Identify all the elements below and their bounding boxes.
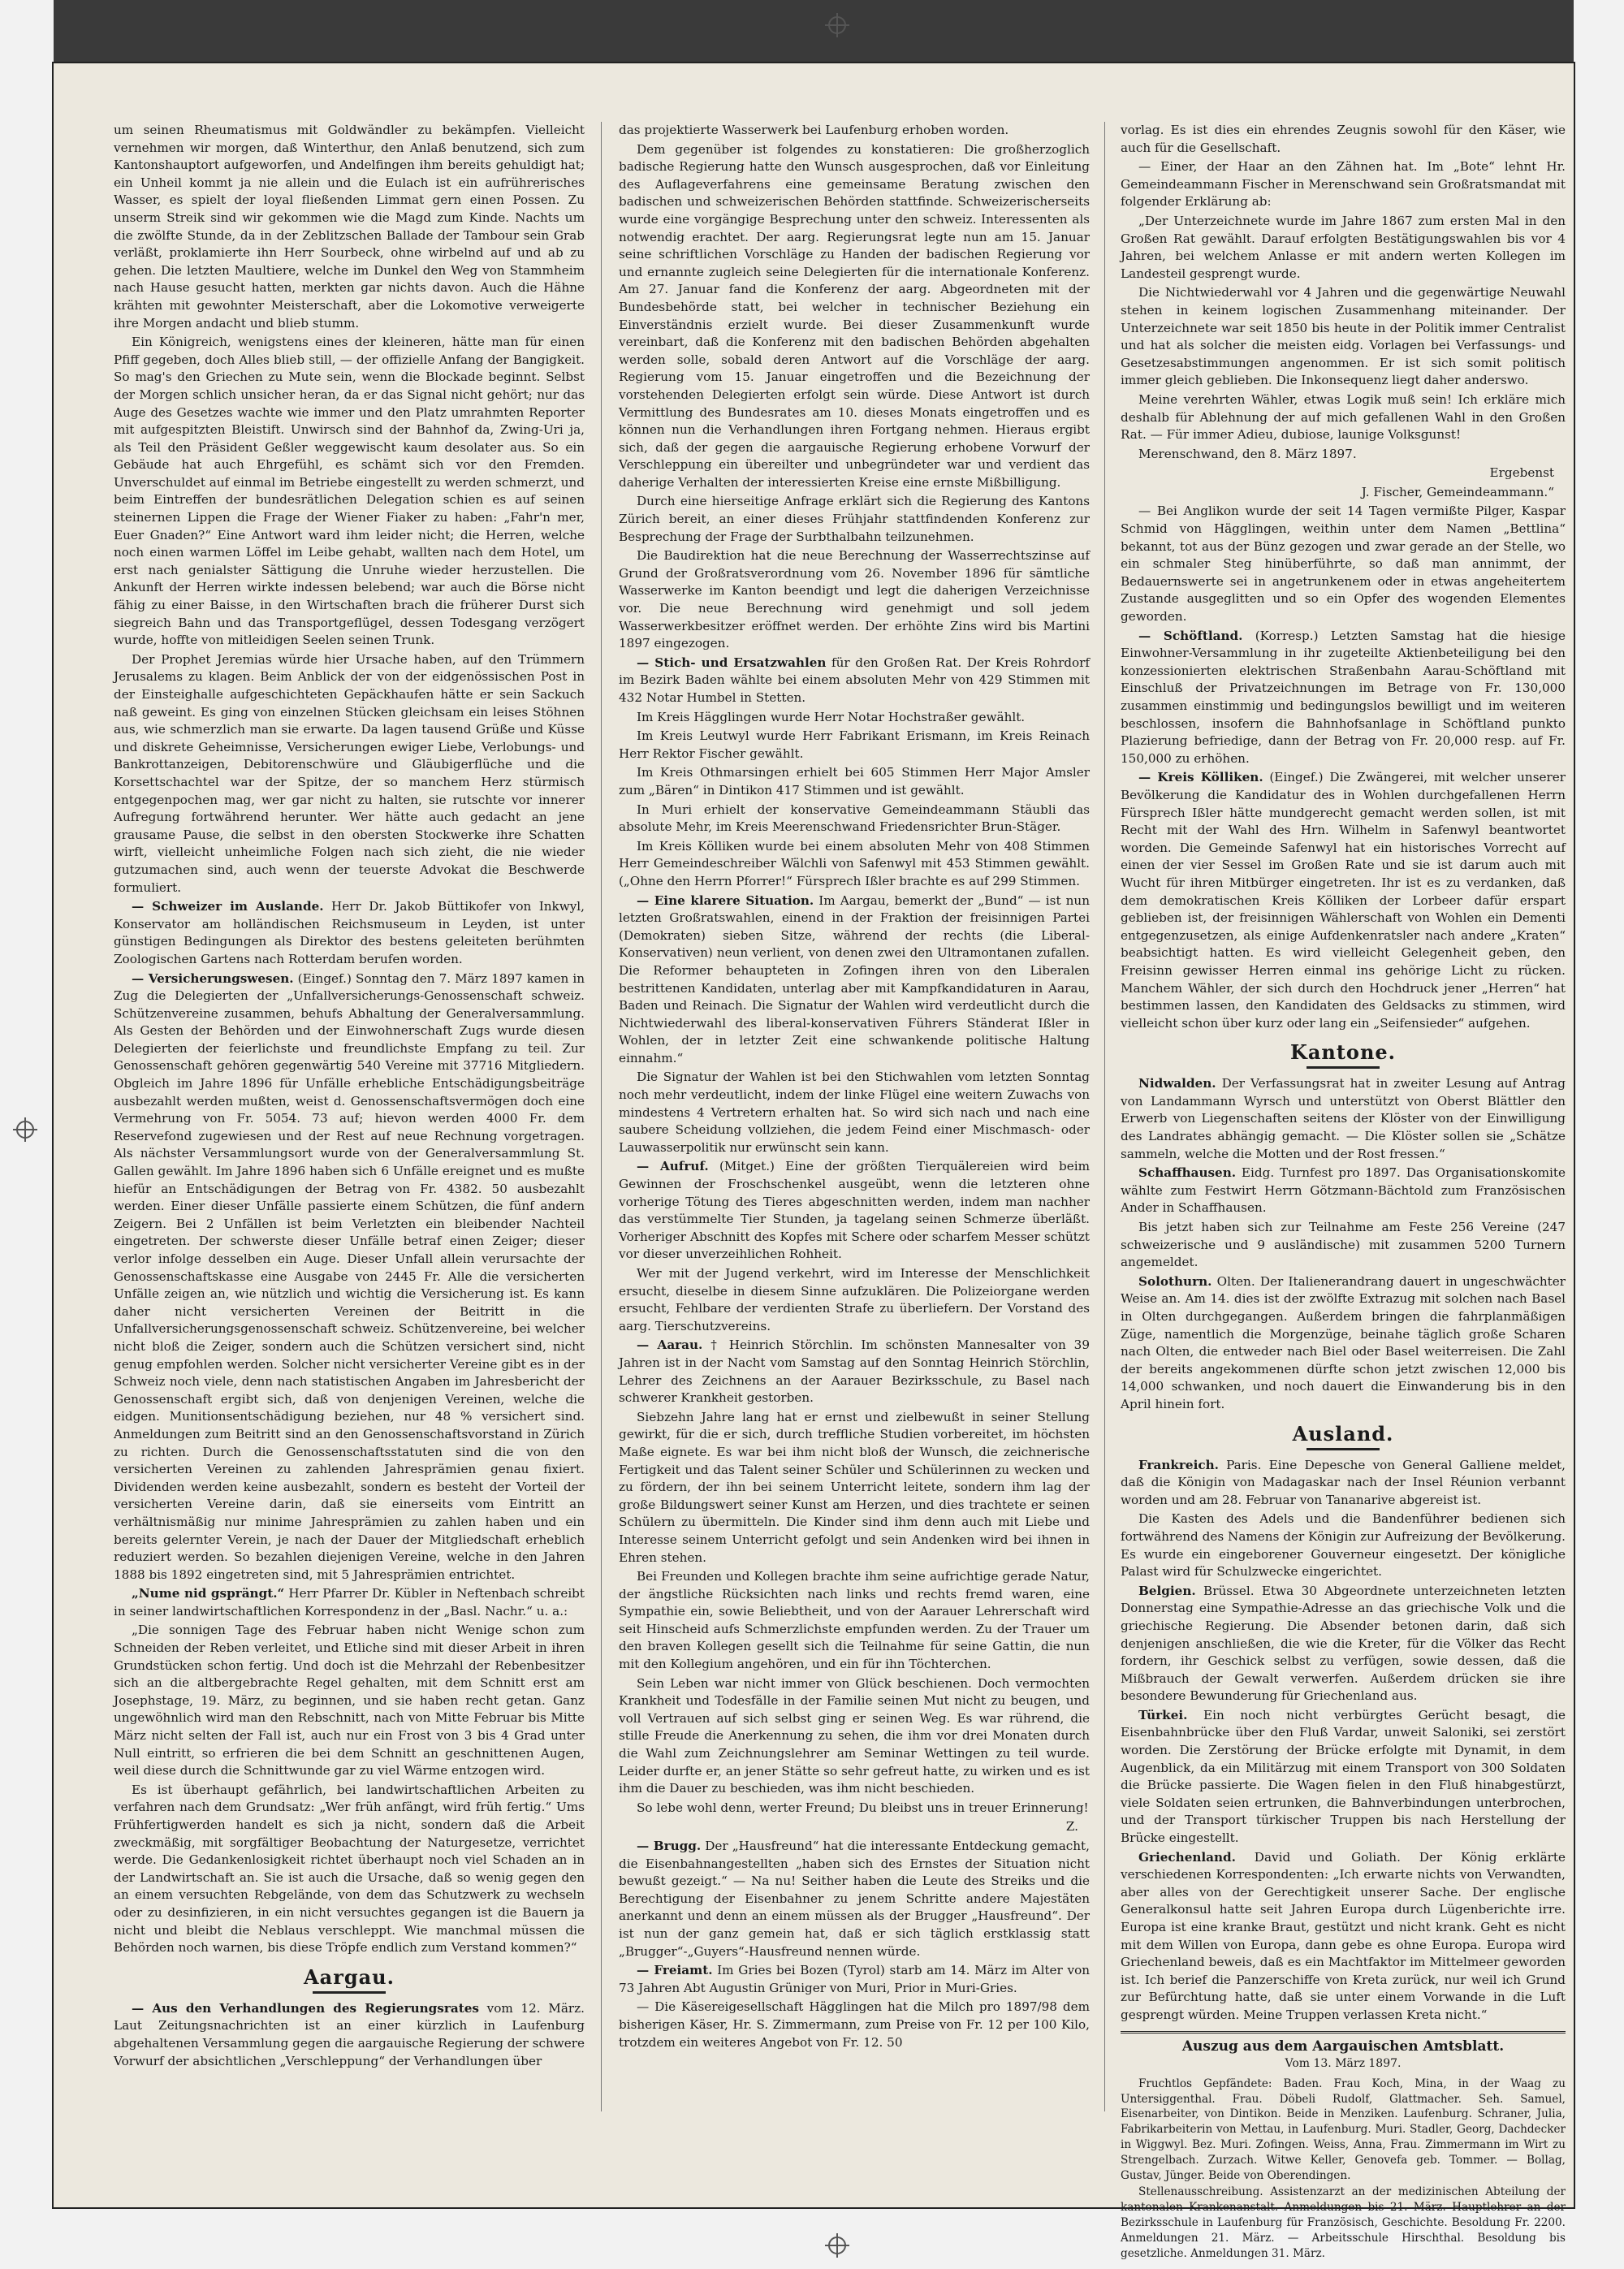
news-item bbox=[619, 1337, 1090, 1407]
news-item bbox=[1121, 628, 1566, 768]
news-item bbox=[114, 898, 585, 968]
news-item-heading: — Schöftland. bbox=[1138, 628, 1243, 643]
news-item-heading: Schaffhausen. bbox=[1138, 1165, 1237, 1181]
news-item-heading: — Kreis Kölliken. bbox=[1138, 770, 1263, 785]
column-rule-1 bbox=[601, 122, 602, 2111]
news-item-text: Brüssel. Etwa 30 Abgeordnete unterzeichneten letzten Donnerstag eine Sympathie-Adresse an das griechische Volk und die griechische Regierung. Die Absender betonen darin, daß sich denjenigen anschließen, die wie die Kreter, für die Völker das Recht fordern, ihr Geschick selbst zu verfügen, sowie dessen, daß die Mißbrauch der Gewalt verwerfen. Außerdem drücken sie ihre besondere Bewunderung für Griechenland aus. bbox=[1121, 1583, 1566, 1704]
news-item bbox=[619, 1962, 1090, 1997]
news-item-heading: — Freiamt. bbox=[637, 1963, 713, 1978]
news-item-heading: — Aarau. bbox=[637, 1338, 703, 1353]
news-item bbox=[619, 655, 1090, 707]
paragraph: „Die sonnigen Tage des Februar haben nicht Wenige schon zum Schneiden der Reben verleitet, und Etliche sind mit dieser Arbeit in ihren Grundstücken schon fertig. Und doch ist die Mehrzahl der Rebenbesitzer sich an die altbergebrachte Regel gehalten, mit dem Schnitt erst am Josephstage, 19. März, zu beginnen, und sie haben recht getan. Ganz ungewöhnlich wird man den Rebschnitt, nach von Mitte Februar bis Mitte März nicht selten der Fall ist, auch nur ein Frost von 3 bis 4 Grad unter Null eintritt, so erfrieren die bei dem Schnitt an geschnittenen Augen, weil diese durch die Schnittwunde gar zu viel Wärme entzogen wird. bbox=[114, 1623, 585, 1778]
news-item-heading: Belgien. bbox=[1138, 1583, 1196, 1598]
section-heading-underline bbox=[1307, 1448, 1380, 1450]
paragraph: „Der Unterzeichnete wurde im Jahre 1867 zum ersten Mal in den Großen Rat gewählt. Darauf erfolgten Bestätigungswahlen bis vor 4 Jahren, bei welchem Anlasse er mit andern werten Kollegen im Landesteil gesprengt wurde. bbox=[1121, 213, 1566, 281]
signature-name: J. Fischer, Gemeindeammann.“ bbox=[1361, 484, 1554, 499]
scan-margin-right bbox=[1574, 0, 1624, 2269]
news-item-heading: Frankreich. bbox=[1138, 1457, 1219, 1472]
news-item-text: vom 12. März. Laut Zeitungsnachrichten ist an einer kürzlich in Laufenburg abgehaltenen Versammlung gegen die aargauische Regierung der schwere Vorwurf der absichtlichen „Verschleppung“ der Verhandlungen über bbox=[114, 2000, 585, 2068]
news-item bbox=[619, 1838, 1090, 1960]
section-heading-aargau: Aargau. bbox=[304, 1964, 395, 1989]
news-item bbox=[1121, 1707, 1566, 1848]
registration-mark-left bbox=[16, 1121, 34, 1139]
paragraph: Dem gegenüber ist folgendes zu konstatieren: Die großherzoglich badische Regierung hatte den Wunsch ausgesprochen, daß vor Einleitung des Auflageverfahrens eine gemeinsame Beratung zwischen den badischen und schweizerischen Behörden stattfinde. Schweizerischerseits wurde eine vorgängige Besprechung unter den schweiz. Interessenten als notwendig erachtet. Der aarg. Regierungsrat legte nun am 15. Januar seine schriftlichen Vorschläge zu Handen der badischen Regierung vor und ernannte zugleich seine Delegierten für die internationale Konferenz. Am 27. Januar fand die Konferenz der aarg. Abgeordneten mit der Bundesbehörde statt, bei welcher in technischer Beziehung ein Einverständnis erzielt wurde. Bei dieser Zusammenkunft wurde vereinbart, daß die Konferenz mit den badischen Behörden abgehalten werden solle, sobald deren Antwort auf die Vorschläge der aarg. Regierung vom 15. Januar eingetroffen und die Bezeichnung der vorstehenden Delegierten erfolgt sein würde. Diese Antwort ist durch Vermittlung des Bundesrates am 10. dieses Monats eingetroffen und es können nun die Verhandlungen ihren Fortgang nehmen. Hieraus ergibt sich, daß der gegen die aargauische Regierung erhobene Vorwurf der Verschleppung ein übereilter und unbegründeter war und verdient das daherige Verhalten der interessierten Kreise eine ernste Mißbilligung. bbox=[619, 141, 1090, 490]
news-item-heading: Türkei. bbox=[1138, 1707, 1188, 1722]
news-item-text: Im Gries bei Bozen (Tyrol) starb am 14. März im Alter von 73 Jahren Abt Augustin Grüniger von Muri, Prior in Muri-Gries. bbox=[619, 1963, 1090, 1995]
news-item-heading: — Aus den Verhandlungen des Regierungsrates bbox=[132, 2000, 479, 2016]
news-item-text: (Eingef.) Sonntag den 7. März 1897 kamen in Zug die Delegierten der „Unfallversicherungs-Genossenschaft schweiz. Schützenvereine zusammen, behufs Abhaltung der Generalversammlung. Als Gesten der Behörden und der Einwohnerschaft Zugs wurde diesen Delegierten der feierlichste und freundlichste Empfang zu teil. Zur Genossenschaft gehören gegenwärtig 540 Vereine mit 37716 Mitgliedern. Obgleich im Jahre 1896 für Unfälle erhebliche Entschädigungsbeiträge ausbezahlt werden mußten, weist d. Genossenschaftsvermögen doch eine Vermehrung von Fr. 5054. 73 auf; hievon werden 4000 Fr. dem Reservefond zugewiesen und der Rest auf neue Rechnung vorgetragen. Als nächster Versammlungsort wurde von der Generalversammlung St. Gallen gewählt. Im Jahre 1896 haben sich 6 Unfälle ereignet und es mußte hiefür an Entschädigungen der Betrag von Fr. 4382. 50 ausbezahlt werden. Einer dieser Unfälle passierte einem Schützen, die fünf andern Zeigern. Bei 2 Unfällen ist beim Verletzten ein bleibender Nachteil eingetreten. Der schwerste dieser Unfälle betraf einen Zeiger; dieser verlor infolge desselben ein Auge. Dieser Unfall allein verursachte der Genossenschaftskasse eine Ausgabe von 2445 Fr. Alle die versicherten Unfälle zeigen an, wie nützlich und wichtig die Versicherung ist. Es kann daher nicht versicherten Vereinen der Beitritt in die Unfallversicherungsgenossenschaft schweiz. Schützenvereine, bei welcher nicht bloß die Zeiger, sondern auch die Schützen versichert sind, nicht genug empfohlen werden. Solcher nicht versicherter Vereine gibt es in der Schweiz noch viele, denn nach statistischen Angaben im Jahresbericht der Genossenschaft ergibt sich, daß von denjenigen Vereinen, welche die eidgen. Munitionsentschädigung beziehen, nur 48 % versichert sind. Anmeldungen zum Beitritt sind an den Genossenschaftsvorstand in Zürich zu richten. Durch die Genossenschaftsstatuten sind die von den versicherten Vereinen zu zahlenden Jahresprämien genau fixiert. Dividenden werden keine ausbezahlt, sondern es besteht der Vorteil der versicherten Vereine darin, daß sie einerseits vom Eintritt an verhältnismäßig nur minime Jahresprämien zu zahlen haben und ein bereits gelernter Verein, je nach der Dauer der Mitgliedschaft erheblich reduziert werden. So bezahlen diejenigen Vereine, welche in den Jahren 1888 bis 1892 eingetreten sind, mit 5 Jahresprämien entrichtet. bbox=[114, 970, 585, 1582]
registration-mark-bottom bbox=[828, 2237, 846, 2254]
news-item-text: Herr Dr. Jakob Büttikofer von Inkwyl, Konservator am holländischen Reichsmuseum in Leyden, ist unter günstigen Bedingungen als Direktor des bestens geleiteten berühmten Zoologischen Gartens nach Rotterdam berufen worden. bbox=[114, 899, 585, 966]
amtsblatt-entry: Fruchtlos Gepfändete: Baden. Frau Koch, Mina, in der Waag zu Untersiggenthal. Frau. Döbeli Rudolf, Glattmacher. Seh. Samuel, Eisenarbeiter, von Dintikon. Beide in Menziken. Laufenburg. Schraner, Julia, Fabrikarbeiterin von Mettau, in Laufenburg. Muri. Stadler, Georg, Dachdecker in Wiggwyl. Bez. Muri. Zofingen. Weiss, Anna, Frau. Zimmermann im Wirt zu Strengelbach. Zurzach. Witwe Keller, Genovefa geb. Tommer. — Bollag, Gustav, Jünger. Beide von Oberendingen. bbox=[1121, 2077, 1566, 2182]
news-item-text: David und Goliath. Der König erklärte verschiedenen Korrespondenten: „Ich erwarte nichts von Verwandten, aber alles von der Gerechtigkeit unserer Sache. Der englische Generalkonsul hatte seit Jahren Europa durch Lügenberichte irre. Europa ist eine kranke Braut, gestützt und nicht krank. Geht es nicht mit dem Willen von Europa, dann gebe es ohne Europa. Europa wird Griechenland beweis, daß es ein Machtfaktor im Mittelmeer geworden ist. Ich berief die Panzerschiffe von Kreta zurück, nur weil ich Grund zur Befürchtung hatte, daß sie unter einem Vorwande in die Luft gesprengt würden. Meine Truppen verlassen Kreta nicht.“ bbox=[1121, 1849, 1566, 2022]
news-item-text: Eidg. Turnfest pro 1897. Das Organisationskomite wählte zum Festwirt Herrn Götzmann-Bächtold zum Französischen Ander in Schaffhausen. bbox=[1121, 1165, 1566, 1216]
paragraph: Sein Leben war nicht immer von Glück beschienen. Doch vermochten Krankheit und Todesfälle in der Familie seinen Mut nicht zu beugen, und voll Vertrauen auf sich selbst ging er seinen Weg. Es war rührend, die stille Freude die Anerkennung zu sehen, die ihm vor drei Monaten durch die Wahl zum Zeichnungslehrer am Seminar Wettingen zu teil wurde. Leider durfte er, an jener Stätte so sehr gefreut hatte, zu wirken und es ist ihm die Dauer zu beschieden, was ihm nicht beschieden. bbox=[619, 1675, 1090, 1796]
paragraph: Siebzehn Jahre lang hat er ernst und zielbewußt in seiner Stellung gewirkt, für die er sich, durch treffliche Studien vorbereitet, im höchsten Maße eignete. Es war bei ihm nicht bloß der Wunsch, die zeichnerische Fertigkeit und das Talent seiner Schüler und Schülerinnen zu wecken und zu fördern, der ihn bei seinem Unterricht leitete, sondern ihm lag der große Bildungswert seiner Kunst am Herzen, und dies trachtete er seinen Schülern zu übermitteln. Die Kinder sind ihm denn auch mit Liebe und Interesse seinem Unterricht gefolgt und sein Andenken wird bei ihnen in Ehren stehen. bbox=[619, 1409, 1090, 1565]
paragraph: Es ist überhaupt gefährlich, bei landwirtschaftlichen Arbeiten zu verfahren nach dem Grundsatz: „Wer früh anfängt, wird früh fertig.“ Ums Frühfertigwerden handelt es sich ja nicht, sondern daß die Arbeit zweckmäßig, mit sorgfältiger Beobachtung der Naturgesetze, verrichtet werde. Die Gedankenlosigkeit richtet überhaupt noch viel Schaden an in der Landwirtschaft an. Sie ist auch die Ursache, daß so wenig gegen den an einem versuchten Rebgelände, von dem das Schutzwerk zu wechseln oder zu desinfizieren, in ein nicht versuchtes gegangen ist die Bauern ja nicht und bleibt die Neblaus verschleppt. Wie manchmal müssen die Behörden noch warnen, bis diese Tröpfe endlich zum Verstand kommen?“ bbox=[114, 1782, 585, 1956]
paragraph: Im Kreis Kölliken wurde bei einem absoluten Mehr von 408 Stimmen Herr Gemeindeschreiber Wälchli von Safenwyl mit 453 Stimmen gewählt. („Ohne den Herrn Pforrer!“ Fürsprech Ißler brachte es auf 299 Stimmen. bbox=[619, 838, 1090, 888]
paragraph: Im Kreis Othmarsingen erhielt bei 605 Stimmen Herr Major Amsler zum „Bären“ in Dintikon 417 Stimmen und ist gewählt. bbox=[619, 765, 1090, 797]
section-heading-kantone: Kantone. bbox=[1289, 1040, 1397, 1065]
paragraph: — Einer, der Haar an den Zähnen hat. Im „Bote“ lehnt Hr. Gemeindeammann Fischer in Merenschwand sein Großratsmandat mit folgender Erklärung ab: bbox=[1121, 159, 1566, 210]
paragraph: — Bei Anglikon wurde der seit 14 Tagen vermißte Pilger, Kaspar Schmid von Hägglingen, weithin unter dem Namen „Bettlina“ bekannt, tot aus der Bünz gezogen und zwar gerade an der Stelle, wo ein schmaler Steg hinüberführte, so daß man annimmt, der Bedauernswerte sei in angetrunkenem oder in etwas angeheitertem Zustande ausgeglitten und so ein Opfer des wogenden Elementes geworden. bbox=[1121, 504, 1566, 625]
registration-mark-top bbox=[828, 16, 846, 34]
news-item-text: Olten. Der Italienerandrang dauert in ungeschwächter Weise an. Am 14. dies ist der zwölfte Extrazug mit solchen nach Basel in Olten durchgegangen. Außerdem bringen die fahrplanmäßigen Züge, namentlich die Morgenzüge, beinahe täglich große Scharen nach Olten, die entweder nach Biel oder Basel weiterreisen. Die Zahl der bereits angekommenen dürfte schon jetzt zwischen 12,000 bis 14,000 schwanken, und noch dauert die Einwanderung bis in den April hinein fort. bbox=[1121, 1273, 1566, 1411]
section-heading-underline bbox=[313, 1991, 386, 1994]
news-item bbox=[1121, 1165, 1566, 1217]
news-item-text: Herr Pfarrer Dr. Kübler in Neftenbach schreibt in seiner landwirtschaftlichen Korrespondenz in der „Basl. Nachr.“ u. a.: bbox=[114, 1586, 585, 1619]
news-item-text: † Heinrich Störchlin. Im schönsten Mannesalter von 39 Jahren ist in der Nacht vom Samstag auf den Sonntag Heinrich Störchlin, Lehrer des Zeichnens an der Aarauer Bezirksschule, zu Basel nach schwerer Krankheit gestorben. bbox=[619, 1338, 1090, 1406]
paragraph: So lebe wohl denn, werter Freund; Du bleibst uns in treuer Erinnerung! bbox=[637, 1800, 1089, 1815]
paragraph: das projektierte Wasserwerk bei Laufenburg erhoben worden. bbox=[619, 123, 1009, 137]
news-item-heading: Nidwalden. bbox=[1138, 1076, 1216, 1091]
news-item-heading: — Brugg. bbox=[637, 1839, 702, 1853]
section-heading-ausland: Ausland. bbox=[1292, 1421, 1394, 1446]
news-item-text: Ein noch nicht verbürgtes Gerücht besagt, die Eisenbahnbrücke über den Fluß Vardar, unweit Saloniki, sei zerstört worden. Die Zerstörung der Brücke erfolgte mit Dynamit, in dem Augenblick, da ein Militärzug mit einem Transport von 300 Soldaten die Brücke passierte. Die Wagen fielen in den Fluß hinabgestürzt, viele Soldaten seien ertrunken, die Bahnverbindungen unterbrochen, und der Transport türkischer Truppen bis nach Herstellung der Brücke eingestellt. bbox=[1121, 1707, 1566, 1846]
news-item bbox=[1121, 1075, 1566, 1163]
news-item-text: für den Großen Rat. Der Kreis Rohrdorf im Bezirk Baden wählte bei einem absoluten Mehr von 429 Stimmen mit 432 Notar Humbel in Stetten. bbox=[619, 655, 1090, 705]
news-item-text: (Korresp.) Letzten Samstag hat die hiesige Einwohner-Versammlung in ihr zugeteilte Aktienbeteiligung bei den konzessionierten elektrischen Straßenbahn Aarau-Schöftland mit Einschluß der Privatzeichnungen im Betrage von Fr. 130,000 zusammen einstimmig und bedingungslos bewilligt und im weiteren beschlossen, insofern die Bahnhofsanlage in Schöftland punkto Plazierung befriedige, dann der Betrag von Fr. 20,000 resp. auf Fr. 150,000 zu erhöhen. bbox=[1121, 628, 1566, 766]
news-item-heading: Solothurn. bbox=[1138, 1273, 1212, 1289]
signature-greeting: Ergebenst bbox=[1489, 465, 1554, 481]
paragraph: Bis jetzt haben sich zur Teilnahme am Feste 256 Vereine (247 schweizerische und 9 ausländische) mit zusammen 5200 Turnern angemeldet. bbox=[1121, 1220, 1566, 1270]
paragraph: Meine verehrten Wähler, etwas Logik muß sein! Ich erkläre mich deshalb für Ablehnung der auf mich gefallenen Wahl in den Großen Rat. — Für immer Adieu, dubiose, launige Volksgunst! bbox=[1121, 391, 1566, 443]
news-item bbox=[114, 1585, 585, 1620]
news-item bbox=[1121, 1583, 1566, 1705]
signature: Z. bbox=[1065, 1819, 1078, 1835]
paragraph: um seinen Rheumatismus mit Goldwändler zu bekämpfen. Vielleicht vernehmen wir morgen, daß Winterthur, den Anlaß benutzend, sich zum Kantonshauptort aufgeworfen, und Andelfingen ihm bereits gehuldigt hat; ein Unheil kommt ja nie allein und die Eulach ist ein aufrührerisches Wasser, es spielt der loyal fließenden Limmat gern einen Possen. Zu unserm Streik sind wir gekommen wie die Magd zum Kinde. Nachts um die zwölfte Stunde, da in der Zeblitzschen Ballade der Tambour sein Grab verläßt, proklamierte ihn Herr Sourbeck, ohne wirbelnd auf und ab zu gehen. Die letzten Maultiere, welche im Dunkel den Weg von Stammheim nach Hause gesucht hatten, merkten gar nichts davon. Auch die Hähne krähten mit gewohnter Meisterschaft, aber die Lokomotive verweigerte ihre Morgen andacht und blieb stumm. bbox=[114, 123, 585, 331]
news-item-heading: Griechenland. bbox=[1138, 1849, 1236, 1865]
news-item bbox=[1121, 1273, 1566, 1414]
news-item-text: (Eingef.) Die Zwängerei, mit welcher unserer Bevölkerung die Kandidatur des in Wohlen durchgefallenen Herrn Fürsprech Ißler hätte mundgerecht gemacht werden sollen, ist mit Recht mit der Wahl des Hrn. Wilhelm in Safenwyl beantwortet worden. Die Gemeinde Safenwyl hat ein historisches Vorrecht auf einen der vier Sessel im Großen Rate und sie ist darum auch mit Wucht für ihren Mitbürger eingetreten. Ihr ist es zu verdanken, daß dem demokratischen Kreis Kölliken der Lorbeer dafür erspart geblieben ist, der freisinnigen Wählerschaft von Wohlen ein Dementi entgegenzusetzen, als einige Aufdenkenratsler nach andere „Kraten“ beabsichtigt hatten. Es wird vielleicht Gelegenheit geben, den Freisinn gewisser Herren einmal ins gehörige Licht zu rücken. Manchem Wähler, der sich durch den Hochdruck jener „Herren“ hat bestimmen lassen, den Kandidaten des Geldsacks zu stimmen, wird vielleicht schon über kurz oder lang ein „Seifensieder“ aufgehen. bbox=[1121, 770, 1566, 1031]
news-item bbox=[619, 892, 1090, 1068]
amtsblatt-heading: Auszug aus dem Aargauischen Amtsblatt. bbox=[1121, 2031, 1566, 2056]
paragraph: Die Nichtwiederwahl vor 4 Jahren und die gegenwärtige Neuwahl stehen in keinem logischen Zusammenhang miteinander. Der Unterzeichnete war seit 1850 bis heute in der Politik immer Centralist und hat als solcher die meisten eidg. Vorlagen bei Verfassungs- und Gesetzesabstimmungen angenommen. Er ist sich somit politisch immer gleich geblieben. Die Inkonsequenz liegt daher anderswo. bbox=[1121, 285, 1566, 388]
news-item-text: (Mitget.) Eine der größten Tierquälereien wird beim Gewinnen der Froschschenkel ausgeübt, wenn die letzteren ohne vorherige Tötung des Tieres abgeschnitten werden, indem man nachher das verstümmelte Tier Stunden, ja tagelang seinen Schmerze überläßt. Vorheriger Abschnitt des Kopfes mit Schere oder scharfem Messer schützt vor dieser unverzeihlichen Rohheit. bbox=[619, 1159, 1090, 1262]
column-rule-2 bbox=[1104, 122, 1105, 2111]
paragraph: Im Kreis Leutwyl wurde Herr Fabrikant Erismann, im Kreis Reinach Herr Rektor Fischer gewählt. bbox=[619, 728, 1090, 761]
news-item-heading: — Schweizer im Auslande. bbox=[132, 899, 324, 914]
paragraph: Bei Freunden und Kollegen brachte ihm seine aufrichtige gerade Natur, der ängstliche Rücksichten nach links und rechts fremd waren, eine Sympathie ein, sowie Beliebtheit, und von der Aarauer Lehrerschaft wird seit Hinscheid aufs Schmerzlichste empfunden werden. Zu der Trauer um den braven Kollegen gesellt sich die Teilnahme für seine Gattin, die nun mit den Kollegium angehören, und ein für ihn Töchterchen. bbox=[619, 1569, 1090, 1672]
news-item-text: Der „Hausfreund“ hat die interessante Entdeckung gemacht, die Eisenbahnangestellten „haben sich des Ernstes der Situation nicht bewußt gezeigt.“ — Na nu! Seither haben die Leute des Streiks und die Berechtigung der Eisenbahner zu jenem Schritte andere Majestäten anerkannt und denn an einem müssen als der Brugger „Hausfreund“. Der ist nun der ganz gemein hat, daß er sich täglich erstklassig statt „Brugger“-„Guyers“-Hausfreund nennen würde. bbox=[619, 1839, 1090, 1959]
news-item bbox=[114, 2000, 585, 2070]
paragraph: Die Kasten des Adels und die Bandenführer bedienen sich fortwährend des Namens der Königin zur Aufreizung der Bevölkerung. Es wurde ein eingeborener Gouverneur eingesetzt. Der königliche Palast wird für Schulzwecke eingerichtet. bbox=[1121, 1511, 1566, 1580]
news-item-heading: — Stich- und Ersatzwahlen bbox=[637, 655, 827, 670]
section-heading-underline bbox=[1307, 1066, 1380, 1069]
news-item bbox=[619, 1158, 1090, 1264]
news-item-text: Der Verfassungsrat hat in zweiter Lesung auf Antrag von Landammann Wyrsch und unterstützt von Oberst Blättler den Erwerb von Liegenschaften seitens der Klöster von der Einwilligung des Landrates abhängig gemacht. — Die Klöster sollen sie „Schätze sammeln, welche die Motten und der Rost fressen.“ bbox=[1121, 1076, 1566, 1161]
column-2 bbox=[619, 122, 1090, 2111]
column-1 bbox=[114, 122, 585, 2111]
news-item bbox=[114, 970, 585, 1584]
paragraph: Ein Königreich, wenigstens eines der kleineren, hätte man für einen Pfiff gegeben, doch Alles blieb still, — der offizielle Anfang der Bangigkeit. So mag's den Griechen zu Mute sein, wenn die Blockade beginnt. Selbst der Morgen schlich unsicher heran, da er das Signal nicht gehört; nur das Auge des Gesetzes wachte wie immer und den Platz umrahmten Reporter mit aufgespitzten Bleistift. Unwirsch sind der Bahnhof da, Zwing-Uri ja, als Teil den Präsident Geßler weggewischt kaum desolater aus. So ein Gebäude hat auch Ehrgefühl, es schämt sich vor den Fremden. Unverschuldet auf einmal im Betriebe eingestellt zu werden schmerzt, und beim Eintreffen der bundesrätlichen Delegation schien es auf seinen steinernen Lippen die Frage der Wiener Fiaker zu haben: „Fahr'n mer, Euer Gnaden?“ Eine Antwort ward ihm leider nicht; die Herren, welche noch einen warmen Löffel im Leibe gehabt, wallten nach dem Hotel, um erst nach genialster Sättigung die Unruhe wieder herzustellen. Die Ankunft der Herren wirkte indessen belebend; war auch die Börse nicht fähig zu einer Baisse, in den Wirtschaften brach die früherer Durst sich siegreich Bahn und das Transportgeflügel, dessen Todesgang verzögert wurde, hoffte von mitleidigen Seelen seinen Trunk. bbox=[114, 335, 585, 648]
news-item-heading: „Nume nid gsprängt.“ bbox=[132, 1586, 285, 1601]
news-item-heading: — Versicherungswesen. bbox=[132, 970, 294, 986]
news-item-heading: — Aufruf. bbox=[637, 1159, 709, 1174]
paragraph: Die Signatur der Wahlen ist bei den Stichwahlen vom letzten Sonntag noch mehr verdeutlicht, indem der linke Flügel eine weitern Zuwachs von mindestens 4 Vertretern erhalten hat. So wird sich nach und nach eine saubere Scheidung vollziehen, die jedem Feind einer Mischmasch- oder Lauwasserpolitik nur erwünscht sein kann. bbox=[619, 1070, 1090, 1155]
column-3 bbox=[1121, 122, 1566, 2260]
news-item-text: Im Aargau, bemerkt der „Bund“ — ist nun letzten Großratswahlen, einend in der Fraktion der freisinnigen Partei (Demokraten) sieben Sitze, während der rechts (die Liberal-Konservativen) neun verlient, von denen zwei den Ultramontanen zufallen. Die Reformer behaupteten in Zofingen ihren von den Liberalen bestrittenen Kandidaten, unterlag aber mit Kampfkandidaturen in Aarau, Baden und Reinach. Die Signatur der Wahlen wird verdeutlicht durch die Nichtwiederwahl des liberal-konservativen Führers Ständerat Ißler in Wohlen, der in letzter Zeit eine schwankende politische Haltung einnahm.“ bbox=[619, 892, 1090, 1065]
news-item-text: Paris. Eine Depesche von General Galliene meldet, daß die Königin von Madagaskar nach der Insel Réunion verbannt worden und am 28. Februar von Tananarive abgereist ist. bbox=[1121, 1457, 1566, 1507]
paragraph: — Die Käsereigesellschaft Hägglingen hat die Milch pro 1897/98 dem bisherigen Käser, Hr. S. Zimmermann, zum Preise von Fr. 12 per 100 Kilo, trotzdem ein weiteres Angebot von Fr. 12. 50 bbox=[619, 1999, 1090, 2050]
paragraph: Wer mit der Jugend verkehrt, wird im Interesse der Menschlichkeit ersucht, dieselbe in diesem Sinne aufzuklären. Die Polizeiorgane werden ersucht, Fehlbare der verdienten Strafe zu überliefern. Der Vorstand des aarg. Tierschutzvereins. bbox=[619, 1266, 1090, 1333]
paragraph: Der Prophet Jeremias würde hier Ursache haben, auf den Trümmern Jerusalems zu klagen. Beim Anblick der von der eidgenössischen Post in der Einsteighalle aufgeschichteten Gepäckhaufen hätte er sein Sackuch naß geweint. Es ging von einzelnen Stücken gleichsam ein leises Stöhnen aus, wie schmerzlich man sie erwarte. Da lagen tausend Grüße und Küsse und diskrete Geheimnisse, Versicherungen ewiger Liebe, Verlobungs- und Bankrottanzeigen, Debitorenschwüre und Gläubigerflüche und die Korsettschachtel war der Spitze, der so manchem Herz stürmisch entgegenpochen mag, wer gar nicht zu halten, sie rutschte vor innerer Aufregung fortwährend herunter. Wer hätte auch gedacht an jene grausame Pause, die selbst in den obersten Stockwerke ihre Schatten wirft, vielleicht unheimliche Folgen nach sich zieht, die nie wieder gutzumachen sind, auch wenn der teuerste Advokat die Beschwerde formuliert. bbox=[114, 651, 585, 895]
paragraph: vorlag. Es ist dies ein ehrendes Zeugnis sowohl für den Käser, wie auch für die Gesellschaft. bbox=[1121, 123, 1566, 155]
news-item bbox=[1121, 769, 1566, 1032]
amtsblatt-entry: Stellenausschreibung. Assistenzarzt an der medizinischen Abteilung der kantonalen Krankenanstalt. Anmeldungen bis 21. März. Hauptlehrer an der Bezirksschule in Laufenburg für Französisch, Geschichte. Besoldung Fr. 2200. Anmeldungen 21. März. — Arbeitsschule Hirschthal. Besoldung bis gesetzliche. Anmeldungen 31. März. bbox=[1121, 2185, 1566, 2260]
news-item bbox=[1121, 1849, 1566, 2025]
dateline: Merenschwand, den 8. März 1897. bbox=[1138, 446, 1357, 461]
paragraph: Die Baudirektion hat die neue Berechnung der Wasserrechtszinse auf Grund der Großratsverordnung vom 26. November 1896 für sämtliche Wasserwerke im Kanton beendigt und legt die daherigen Verzeichnisse vor. Die neue Berechnung wird genehmigt und soll jedem Wasserwerkbesitzer eröffnet werden. Der erhöhte Zins wird bis Martini 1897 eingezogen. bbox=[619, 548, 1090, 651]
paragraph: Im Kreis Hägglingen wurde Herr Notar Hochstraßer gewählt. bbox=[637, 709, 1026, 724]
news-item bbox=[1121, 1457, 1566, 1510]
paragraph: In Muri erhielt der konservative Gemeindeammann Stäubli das absolute Mehr, im Kreis Meerenschwand Friedensrichter Brun-Stäger. bbox=[619, 802, 1090, 835]
news-item-heading: — Eine klarere Situation. bbox=[637, 892, 814, 908]
paragraph: Durch eine hierseitige Anfrage erklärt sich die Regierung des Kantons Zürich bereit, an einer dieses Frühjahr stattfindenden Konferenz zur Besprechung der Frage der Surbthalbahn teilzunehmen. bbox=[619, 494, 1090, 544]
amtsblatt-date: Vom 13. März 1897. bbox=[1285, 2057, 1402, 2071]
